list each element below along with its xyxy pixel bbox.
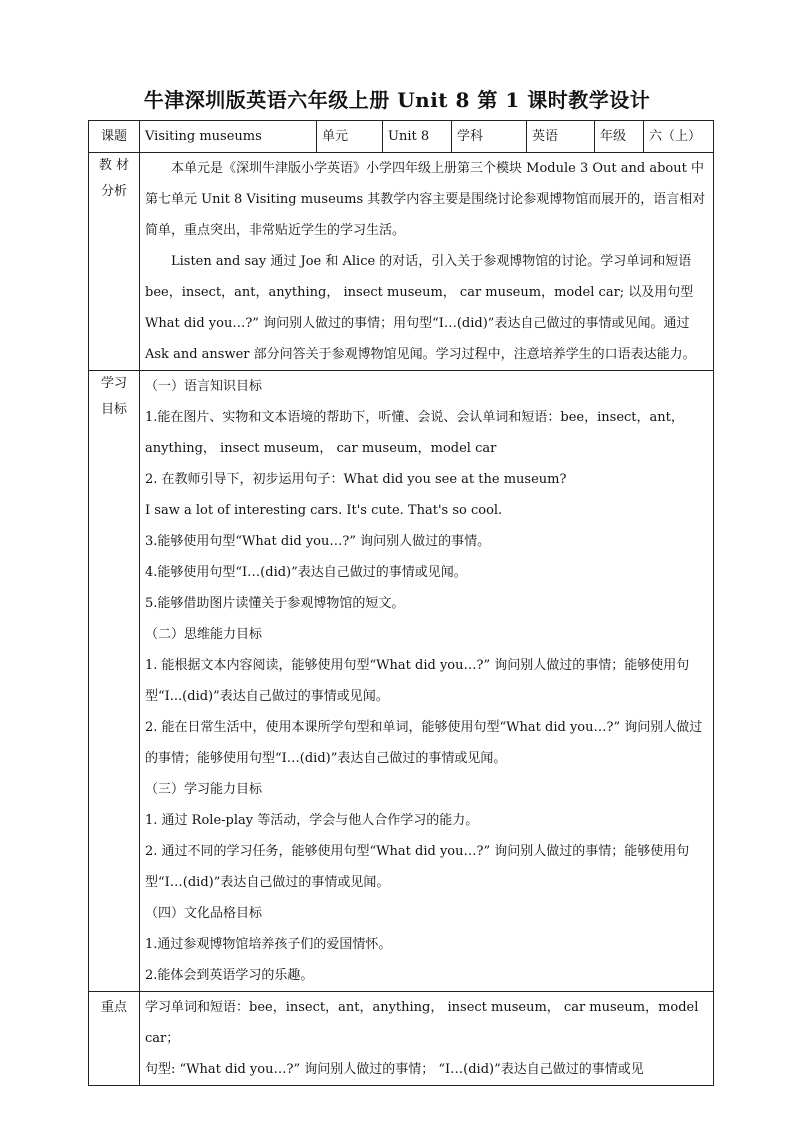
objective-line: 4.能够使用句型“I…(did)”表达自己做过的事情或见闻。 bbox=[145, 565, 467, 580]
objective-line: （二）思维能力目标 bbox=[145, 627, 263, 642]
objective-line: I saw a lot of interesting cars. It's cute. That's so cool. bbox=[145, 503, 503, 518]
analysis-label-line2: 分析 bbox=[100, 184, 127, 199]
objective-line: （一）语言知识目标 bbox=[145, 379, 263, 394]
analysis-content bbox=[140, 153, 714, 371]
grade-value: 六（上） bbox=[644, 121, 714, 153]
objective-line: 2. 能在日常生活中，使用本课所学句型和单词，能够使用句型“What did you…?” 询问别人做过的事情；能够使用句型“I…(did)”表达自己做过的事情或见闻。 bbox=[145, 720, 703, 766]
objectives-label-line2: 目标 bbox=[100, 402, 127, 417]
analysis-label bbox=[89, 153, 140, 371]
analysis-label-line1: 教 材 bbox=[98, 158, 130, 173]
subject-value: 英语 bbox=[527, 121, 595, 153]
analysis-paragraph: 本单元是《深圳牛津版小学英语》小学四年级上册第三个模块 Module 3 Out and about 中第七单元 Unit 8 Visiting museums 其教学内容主要是围绕讨论参观博物馆而展开的，语言相对简单，重点突出，非常贴近学生的学习生活。 bbox=[145, 161, 706, 238]
unit-label: 单元 bbox=[317, 121, 383, 153]
keypoints-content bbox=[140, 992, 714, 1086]
grade-label: 年级 bbox=[595, 121, 644, 153]
topic-value: Visiting museums bbox=[140, 121, 317, 153]
subject-label: 学科 bbox=[452, 121, 527, 153]
lesson-plan-table bbox=[88, 120, 714, 1086]
objective-line: 1.能在图片、实物和文本语境的帮助下，听懂、会说、会认单词和短语：bee，insect，ant，anything， insect museum， car museum，model car bbox=[145, 410, 684, 456]
objectives-label-line1: 学习 bbox=[100, 376, 127, 391]
objective-line: （四）文化品格目标 bbox=[145, 906, 263, 921]
keypoints-row bbox=[89, 992, 714, 1086]
objective-line: （三）学习能力目标 bbox=[145, 782, 263, 797]
objectives-content bbox=[140, 371, 714, 992]
objectives-label bbox=[89, 371, 140, 992]
objective-line: 2. 在教师引导下，初步运用句子：What did you see at the museum? bbox=[145, 472, 567, 487]
keypoint-line: 学习单词和短语：bee，insect，ant，anything， insect museum， car museum，model car； bbox=[145, 1000, 699, 1046]
document-title: 牛津深圳版英语六年级上册 Unit 8 第 1 课时教学设计 bbox=[143, 88, 651, 112]
objectives-row bbox=[89, 371, 714, 992]
analysis-row bbox=[89, 153, 714, 371]
topic-label: 课题 bbox=[89, 121, 140, 153]
objective-line: 1.通过参观博物馆培养孩子们的爱国情怀。 bbox=[145, 937, 392, 952]
objective-line: 1. 通过 Role-play 等活动，学会与他人合作学习的能力。 bbox=[145, 813, 479, 828]
header-row bbox=[89, 121, 714, 153]
objective-line: 5.能够借助图片读懂关于参观博物馆的短文。 bbox=[145, 596, 405, 611]
unit-value: Unit 8 bbox=[383, 121, 452, 153]
keypoint-line: 句型: “What did you…?” 询问别人做过的事情； “I…(did)”表达自己做过的事情或见 bbox=[145, 1062, 644, 1077]
objective-line: 2.能体会到英语学习的乐趣。 bbox=[145, 968, 314, 983]
analysis-paragraph: Listen and say 通过 Joe 和 Alice 的对话，引入关于参观博物馆的讨论。学习单词和短语 bee，insect，ant，anything， insect museum， car museum，model car; 以及用句型 What did you…?” 询问别人做过的事情；用句型“I…(did)”表达自己做过的事情或见闻。通过 Ask and answer 部分问答关于参观博物馆见闻。学习过程中，注意培养学生的口语表达能力。 bbox=[145, 254, 696, 362]
objective-line: 3.能够使用句型“What did you…?” 询问别人做过的事情。 bbox=[145, 534, 491, 549]
objective-line: 1. 能根据文本内容阅读，能够使用句型“What did you…?” 询问别人做过的事情；能够使用句型“I...(did)”表达自己做过的事情或见闻。 bbox=[145, 658, 690, 704]
keypoints-label: 重点 bbox=[89, 992, 140, 1086]
objective-line: 2. 通过不同的学习任务，能够使用句型“What did you…?” 询问别人做过的事情；能够使用句型“I…(did)”表达自己做过的事情或见闻。 bbox=[145, 844, 690, 890]
